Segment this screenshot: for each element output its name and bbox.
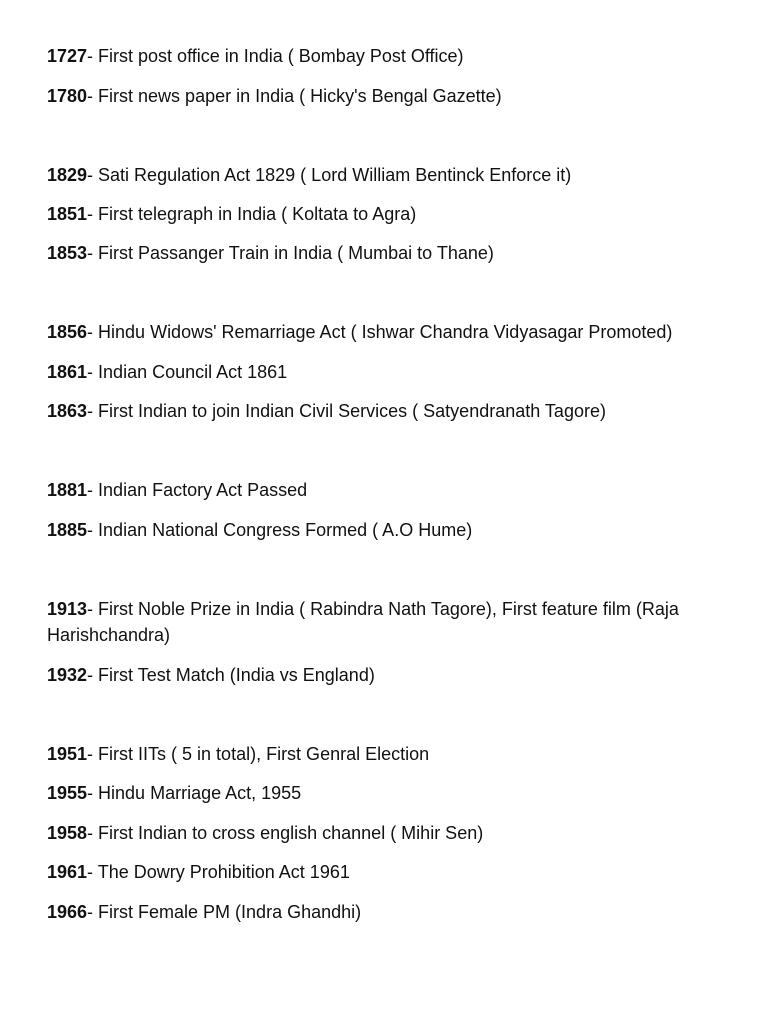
entry-text: - First IITs ( 5 in total), First Genral Election bbox=[87, 744, 430, 764]
entry-text: - Hindu Marriage Act, 1955 bbox=[87, 783, 302, 803]
entry-text: - First Passanger Train in India ( Mumbai to Thane) bbox=[87, 243, 494, 263]
entry-text: - First Female PM (Indra Ghandhi) bbox=[87, 902, 362, 922]
entry-year: 1851 bbox=[47, 204, 88, 224]
timeline-entry-1727 bbox=[47, 43, 737, 69]
entry-year: 1958 bbox=[47, 823, 88, 843]
entry-text: - First news paper in India ( Hicky's Bengal Gazette) bbox=[87, 86, 502, 106]
timeline-entry-1863 bbox=[47, 398, 737, 424]
entry-year: 1727 bbox=[47, 46, 88, 66]
entry-text: - Indian Factory Act Passed bbox=[87, 480, 308, 500]
timeline-entry-1856 bbox=[47, 319, 737, 345]
entry-year: 1881 bbox=[47, 480, 88, 500]
timeline-entry-1881 bbox=[47, 477, 737, 503]
entry-year: 1853 bbox=[47, 243, 88, 263]
entry-year: 1780 bbox=[47, 86, 88, 106]
entry-year: 1951 bbox=[47, 744, 88, 764]
entry-text: - First Test Match (India vs England) bbox=[87, 665, 375, 685]
entry-year: 1966 bbox=[47, 902, 88, 922]
timeline-entry-1913 bbox=[47, 596, 737, 648]
entry-year: 1829 bbox=[47, 165, 88, 185]
timeline-entry-1955 bbox=[47, 780, 737, 806]
entry-text: - First Noble Prize in India ( Rabindra Nath Tagore), First feature film (Raja Harishchandra) bbox=[47, 599, 679, 645]
timeline-entry-1853 bbox=[47, 240, 737, 266]
entry-year: 1961 bbox=[47, 862, 88, 882]
entry-text: - The Dowry Prohibition Act 1961 bbox=[87, 862, 350, 882]
entry-year: 1955 bbox=[47, 783, 88, 803]
timeline-entry-1885 bbox=[47, 517, 737, 543]
entry-text: - First post office in India ( Bombay Post Office) bbox=[87, 46, 464, 66]
entry-year: 1913 bbox=[47, 599, 88, 619]
timeline-entry-1851 bbox=[47, 201, 737, 227]
entry-text: - First telegraph in India ( Koltata to Agra) bbox=[87, 204, 417, 224]
timeline-entry-1966 bbox=[47, 899, 737, 925]
timeline-entry-1951 bbox=[47, 741, 737, 767]
entry-text: - Sati Regulation Act 1829 ( Lord William Bentinck Enforce it) bbox=[87, 165, 572, 185]
timeline-entry-1829 bbox=[47, 162, 737, 188]
timeline-entry-1961 bbox=[47, 859, 737, 885]
entry-year: 1885 bbox=[47, 520, 88, 540]
entry-year: 1932 bbox=[47, 665, 88, 685]
timeline-entry-1932 bbox=[47, 662, 737, 688]
entry-year: 1856 bbox=[47, 322, 88, 342]
timeline-entry-1780 bbox=[47, 83, 737, 109]
timeline-entry-1958 bbox=[47, 820, 737, 846]
entry-text: - Indian Council Act 1861 bbox=[87, 362, 288, 382]
entry-year: 1863 bbox=[47, 401, 88, 421]
entry-year: 1861 bbox=[47, 362, 88, 382]
entry-text: - First Indian to join Indian Civil Services ( Satyendranath Tagore) bbox=[87, 401, 606, 421]
entry-text: - First Indian to cross english channel ( Mihir Sen) bbox=[87, 823, 484, 843]
entry-text: - Indian National Congress Formed ( A.O Hume) bbox=[87, 520, 473, 540]
timeline-entry-1861 bbox=[47, 359, 737, 385]
entry-text: - Hindu Widows' Remarriage Act ( Ishwar Chandra Vidyasagar Promoted) bbox=[87, 322, 673, 342]
